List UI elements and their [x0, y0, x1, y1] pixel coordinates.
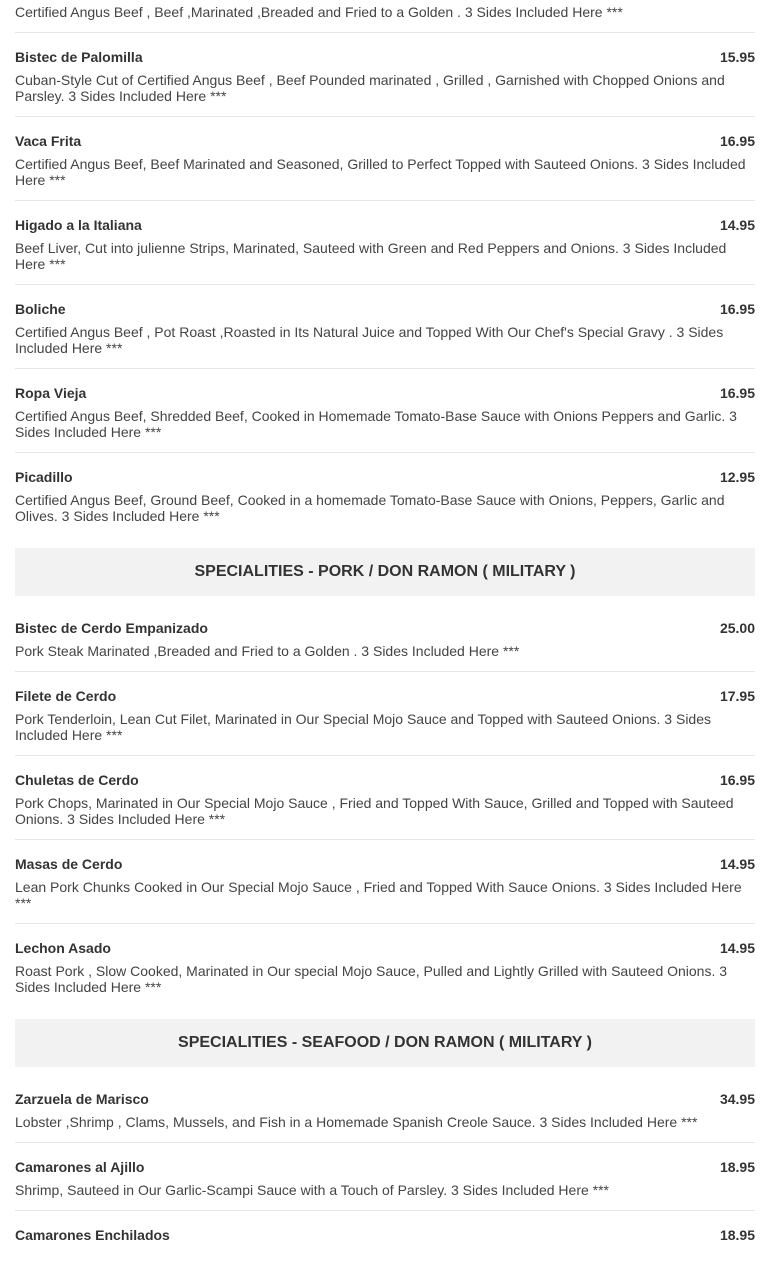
item-price: 16.95: [719, 772, 755, 788]
item-price: 16.95: [719, 301, 755, 317]
item-name: Chuletas de Cerdo: [15, 772, 139, 788]
item-price: 14.95: [719, 856, 755, 872]
item-name: Boliche: [15, 301, 66, 317]
item-description: Pork Steak Marinated ,Breaded and Fried to a Golden . 3 Sides Included Here ***: [15, 643, 520, 659]
item-price: 15.95: [719, 49, 755, 65]
item-description: Lean Pork Chunks Cooked in Our Special Mojo Sauce , Fried and Topped With Sauce Onions. 3 Sides Included Here ***: [15, 879, 742, 911]
item-price: 12.95: [719, 469, 755, 485]
section-header-seafood: SPECIALITIES - SEAFOOD / DON RAMON ( MILITARY ): [15, 1019, 755, 1067]
item-name: Bistec de Cerdo Empanizado: [15, 620, 208, 636]
menu-item-bistec-de-palomilla[interactable]: [15, 33, 755, 117]
item-name: Masas de Cerdo: [15, 856, 123, 872]
item-description: Pork Chops, Marinated in Our Special Mojo Sauce , Fried and Topped With Sauce, Grilled and Topped with Sauteed Onions. 3 Sides Included Here ***: [15, 795, 734, 827]
item-name: Camarones Enchilados: [15, 1227, 170, 1243]
menu-item-vaca-frita[interactable]: [15, 117, 755, 201]
item-name: Bistec de Palomilla: [15, 49, 143, 65]
item-name: Vaca Frita: [15, 133, 82, 149]
item-price: 18.95: [719, 1159, 755, 1175]
item-price: 34.95: [719, 1091, 755, 1107]
menu-item-ropa-vieja[interactable]: [15, 369, 755, 453]
item-name: Zarzuela de Marisco: [15, 1091, 149, 1107]
menu-item-bistec-de-cerdo-empanizado[interactable]: [15, 604, 755, 672]
item-name: Higado a la Italiana: [15, 217, 142, 233]
item-price: 18.95: [719, 1227, 755, 1243]
item-description: Certified Angus Beef , Beef ,Marinated ,Breaded and Fried to a Golden . 3 Sides Included Here ***: [15, 0, 755, 33]
item-description: Beef Liver, Cut into julienne Strips, Marinated, Sauteed with Green and Red Peppers and Onions. 3 Sides Included Here ***: [15, 240, 727, 272]
menu-item-boliche[interactable]: [15, 285, 755, 369]
menu-item-masas-de-cerdo[interactable]: [15, 840, 755, 924]
menu-item-lechon-asado[interactable]: [15, 924, 755, 1007]
item-description: Roast Pork , Slow Cooked, Marinated in Our special Mojo Sauce, Pulled and Lightly Grilled with Sauteed Onions. 3 Sides Included Here ***: [15, 963, 728, 995]
item-price: 25.00: [719, 620, 755, 636]
item-description: Certified Angus Beef , Pot Roast ,Roasted in Its Natural Juice and Topped With Our Chef's Special Gravy . 3 Sides Included Here ***: [15, 324, 724, 356]
item-price: 16.95: [719, 385, 755, 401]
menu-item-camarones-al-ajillo[interactable]: [15, 1143, 755, 1211]
pork-items-list: [15, 604, 755, 1007]
section-header-pork: SPECIALITIES - PORK / DON RAMON ( MILITARY ): [15, 548, 755, 596]
beef-items-list: [15, 33, 755, 536]
menu-item-picadillo[interactable]: [15, 453, 755, 536]
item-name: Camarones al Ajillo: [15, 1159, 145, 1175]
item-price: 16.95: [719, 133, 755, 149]
menu-item-filete-de-cerdo[interactable]: [15, 672, 755, 756]
menu-page: [15, 0, 755, 1262]
item-name: Lechon Asado: [15, 940, 111, 956]
menu-item-chuletas-de-cerdo[interactable]: [15, 756, 755, 840]
item-description: Lobster ,Shrimp , Clams, Mussels, and Fish in a Homemade Spanish Creole Sauce. 3 Sides Included Here ***: [15, 1114, 698, 1130]
item-description: Certified Angus Beef, Shredded Beef, Cooked in Homemade Tomato-Base Sauce with Onions Peppers and Garlic. 3 Sides Included Here ***: [15, 408, 737, 440]
item-price: 17.95: [719, 688, 755, 704]
item-name: Picadillo: [15, 469, 73, 485]
item-description: Cuban-Style Cut of Certified Angus Beef , Beef Pounded marinated , Grilled , Garnished with Chopped Onions and Parsley. 3 Sides Included Here ***: [15, 72, 725, 104]
menu-item-zarzuela-de-marisco[interactable]: [15, 1075, 755, 1143]
menu-item-camarones-enchilados[interactable]: [15, 1211, 755, 1262]
item-name: Filete de Cerdo: [15, 688, 117, 704]
item-description: Shrimp, Sauteed in Our Garlic-Scampi Sauce with a Touch of Parsley. 3 Sides Included Here ***: [15, 1182, 609, 1198]
item-description: Certified Angus Beef, Ground Beef, Cooked in a homemade Tomato-Base Sauce with Onions, Peppers, Garlic and Olives. 3 Sides Included Here ***: [15, 492, 725, 524]
item-name: Ropa Vieja: [15, 385, 87, 401]
seafood-items-list: [15, 1075, 755, 1262]
menu-item-higado-a-la-italiana[interactable]: [15, 201, 755, 285]
item-description: Certified Angus Beef, Beef Marinated and Seasoned, Grilled to Perfect Topped with Sauteed Onions. 3 Sides Included Here ***: [15, 156, 746, 188]
item-price: 14.95: [719, 217, 755, 233]
item-price: 14.95: [719, 940, 755, 956]
item-description: Pork Tenderloin, Lean Cut Filet, Marinated in Our Special Mojo Sauce and Topped with Sauteed Onions. 3 Sides Included Here ***: [15, 711, 712, 743]
